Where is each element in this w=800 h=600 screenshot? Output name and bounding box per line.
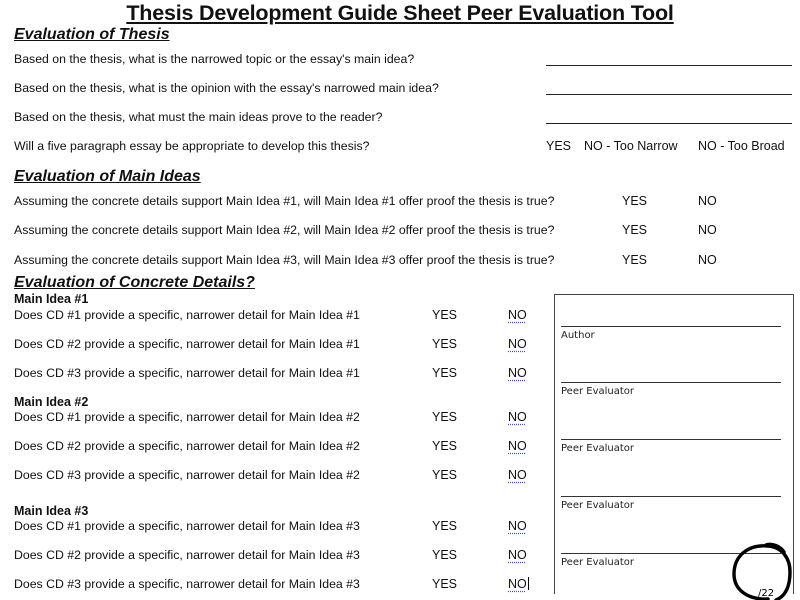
details-group-1-q3-no[interactable]: NO xyxy=(508,366,527,380)
details-group-2-question-2: Does CD #2 provide a specific, narrower detail for Main Idea #2 xyxy=(14,439,360,453)
details-group-2-question-1: Does CD #1 provide a specific, narrower detail for Main Idea #2 xyxy=(14,410,360,424)
details-group-1-question-2: Does CD #2 provide a specific, narrower detail for Main Idea #1 xyxy=(14,337,360,351)
handwritten-score-text: /22 xyxy=(758,588,775,599)
details-group-1-q2-no[interactable]: NO xyxy=(508,337,527,351)
details-group-2-q1-yes[interactable]: YES xyxy=(432,410,458,424)
main-idea-question-1: Assuming the concrete details support Main Idea #1, will Main Idea #1 offer proof the thesis is true? xyxy=(14,194,555,208)
details-group-2-q3-yes[interactable]: YES xyxy=(432,468,458,482)
main-idea-question-3: Assuming the concrete details support Main Idea #3, will Main Idea #3 offer proof the thesis is true? xyxy=(14,253,555,267)
details-group-1-label: Main Idea #1 xyxy=(14,292,89,306)
main-idea-3-yes[interactable]: YES xyxy=(622,253,648,267)
details-section-heading: Evaluation of Concrete Details? xyxy=(14,274,255,291)
details-group-3-q2-no[interactable]: NO xyxy=(508,548,527,562)
main-idea-1-no[interactable]: NO xyxy=(698,194,717,208)
details-group-1-question-3: Does CD #3 provide a specific, narrower detail for Main Idea #1 xyxy=(14,366,360,380)
thesis-option-too-broad[interactable]: NO - Too Broad xyxy=(698,139,785,153)
details-group-3-question-1: Does CD #1 provide a specific, narrower detail for Main Idea #3 xyxy=(14,519,360,533)
details-group-3-q1-no[interactable]: NO xyxy=(508,519,527,533)
author-signature-line[interactable] xyxy=(561,326,781,327)
details-group-3-question-3: Does CD #3 provide a specific, narrower detail for Main Idea #3 xyxy=(14,577,360,591)
details-group-3-q3-no[interactable]: NO xyxy=(508,577,527,591)
details-group-3-q1-yes[interactable]: YES xyxy=(432,519,458,533)
peer-evaluator-4-label: Peer Evaluator xyxy=(561,557,635,568)
page-title: Thesis Development Guide Sheet Peer Evaluation Tool xyxy=(126,1,674,25)
details-group-2-q3-no[interactable]: NO xyxy=(508,468,527,482)
thesis-option-too-narrow[interactable]: NO - Too Narrow xyxy=(584,139,678,153)
thesis-answer-line-2[interactable] xyxy=(546,94,792,95)
details-group-3-q3-no-wrap[interactable] xyxy=(508,577,529,591)
peer-evaluator-2-label: Peer Evaluator xyxy=(561,443,635,454)
text-cursor xyxy=(528,577,529,590)
details-group-2-question-3: Does CD #3 provide a specific, narrower detail for Main Idea #2 xyxy=(14,468,360,482)
thesis-question-3: Based on the thesis, what must the main ideas prove to the reader? xyxy=(14,110,383,124)
thesis-question-4: Will a five paragraph essay be appropriate to develop this thesis? xyxy=(14,139,370,153)
details-group-3-q3-yes[interactable]: YES xyxy=(432,577,458,591)
peer-evaluator-3-label: Peer Evaluator xyxy=(561,500,635,511)
main-idea-2-yes[interactable]: YES xyxy=(622,223,648,237)
details-group-3-q2-yes[interactable]: YES xyxy=(432,548,458,562)
author-label: Author xyxy=(561,330,595,341)
details-group-1-question-1: Does CD #1 provide a specific, narrower detail for Main Idea #1 xyxy=(14,308,360,322)
thesis-answer-line-3[interactable] xyxy=(546,123,792,124)
details-group-1-q2-yes[interactable]: YES xyxy=(432,337,458,351)
details-group-1-q3-yes[interactable]: YES xyxy=(432,366,458,380)
peer-evaluator-3-signature-line[interactable] xyxy=(561,496,781,497)
main-ideas-section-heading: Evaluation of Main Ideas xyxy=(14,168,201,185)
thesis-question-1: Based on the thesis, what is the narrowed topic or the essay's main idea? xyxy=(14,52,415,66)
main-idea-2-no[interactable]: NO xyxy=(698,223,717,237)
details-group-1-q1-yes[interactable]: YES xyxy=(432,308,458,322)
peer-evaluator-2-signature-line[interactable] xyxy=(561,439,781,440)
thesis-section-heading: Evaluation of Thesis xyxy=(14,26,170,43)
main-idea-question-2: Assuming the concrete details support Main Idea #2, will Main Idea #2 offer proof the thesis is true? xyxy=(14,223,555,237)
main-idea-1-yes[interactable]: YES xyxy=(622,194,648,208)
details-group-2-label: Main Idea #2 xyxy=(14,395,89,409)
main-idea-3-no[interactable]: NO xyxy=(698,253,717,267)
peer-evaluator-1-label: Peer Evaluator xyxy=(561,386,635,397)
peer-evaluator-1-signature-line[interactable] xyxy=(561,382,781,383)
thesis-question-2: Based on the thesis, what is the opinion with the essay's narrowed main idea? xyxy=(14,81,439,95)
details-group-2-q1-no[interactable]: NO xyxy=(508,410,527,424)
thesis-answer-line-1[interactable] xyxy=(546,65,792,66)
details-group-3-question-2: Does CD #2 provide a specific, narrower detail for Main Idea #3 xyxy=(14,548,360,562)
details-group-3-label: Main Idea #3 xyxy=(14,504,89,518)
details-group-2-q2-yes[interactable]: YES xyxy=(432,439,458,453)
details-group-2-q2-no[interactable]: NO xyxy=(508,439,527,453)
details-group-1-q1-no[interactable]: NO xyxy=(508,308,527,322)
handwritten-score-circle-icon xyxy=(728,542,794,600)
thesis-option-yes[interactable]: YES xyxy=(546,139,572,153)
